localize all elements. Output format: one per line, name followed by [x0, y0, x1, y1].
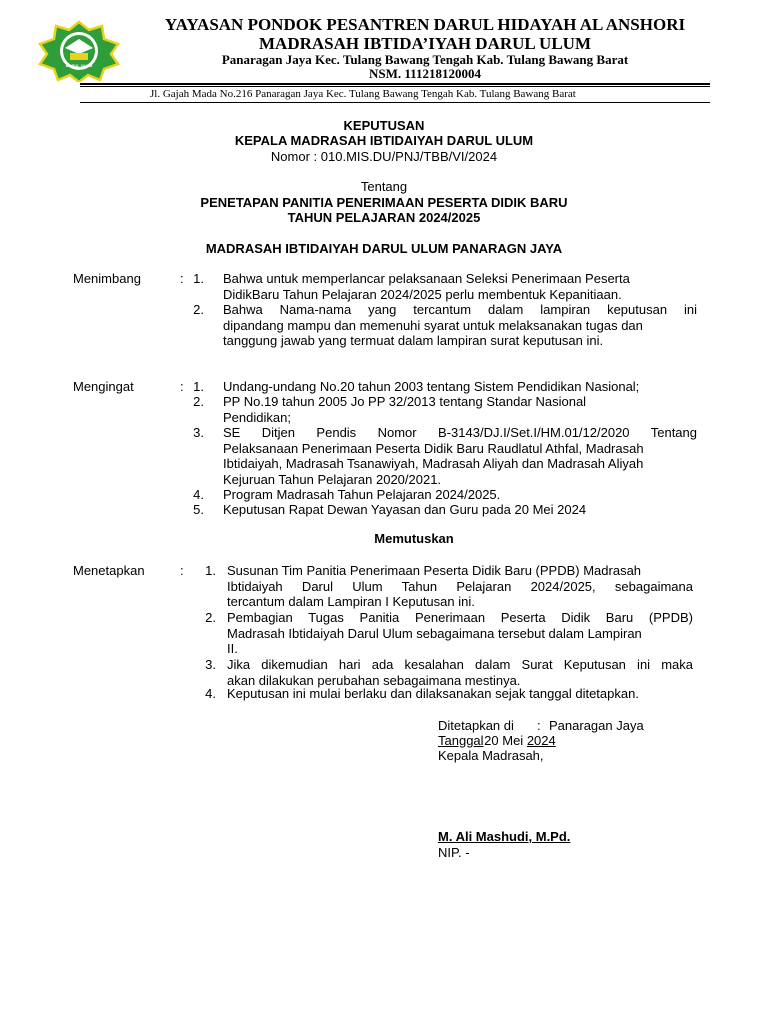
org-name: YAYASAN PONDOK PESANTREN DARUL HIDAYAH AL ANSHORI	[164, 15, 686, 34]
menetapkan-item-2	[227, 610, 693, 657]
school-location: Panaragan Jaya Kec. Tulang Bawang Tengah Kab. Tulang Bawang Barat	[221, 52, 629, 67]
menimbang-num-2: 2.	[193, 302, 204, 317]
subject-line-1: PENETAPAN PANITIA PENERIMAAN PESERTA DIDIK BARU	[200, 195, 568, 210]
school-nsm: NSM. 111218120004	[369, 66, 481, 81]
ditetapkan-label: Ditetapkan di	[438, 718, 514, 733]
text-line: Pembagian Tugas Panitia Penerimaan Peserta Didik Baru (PPDB)	[227, 610, 693, 625]
text-line: Bahwa untuk memperlancar pelaksanaan Seleksi Penerimaan Peserta	[223, 271, 630, 286]
menetapkan-num-1: 1.	[205, 563, 216, 578]
menetapkan-num-4: 4.	[205, 686, 216, 701]
header-rule-thick	[80, 83, 710, 85]
school-address: Jl. Gajah Mada No.216 Panaragan Jaya Kec. Tulang Bawang Tengah Kab. Tulang Bawang Barat	[150, 88, 576, 100]
tentang-label: Tentang	[360, 179, 408, 194]
menetapkan-item-1	[227, 563, 693, 610]
text-line: Undang-undang No.20 tahun 2003 tentang Sistem Pendidikan Nasional;	[223, 379, 640, 394]
menetapkan-label: Menetapkan	[73, 563, 145, 578]
mengingat-num-4: 4.	[193, 487, 204, 502]
school-logo	[34, 20, 124, 82]
mengingat-num-3: 3.	[193, 425, 204, 440]
menetapkan-item-3	[227, 657, 693, 688]
tanggal-year: 2024	[526, 733, 556, 748]
mengingat-label: Mengingat	[73, 379, 134, 394]
signer-position: Kepala Madrasah,	[438, 748, 544, 763]
mengingat-num-1: 1.	[193, 379, 204, 394]
menimbang-label: Menimbang	[73, 271, 141, 286]
text-line: akan dilakukan perubahan sebagaimana mestinya.	[227, 672, 521, 688]
mengingat-item-4	[223, 487, 697, 503]
issuer: KEPALA MADRASAH IBTIDAIYAH DARUL ULUM	[234, 133, 534, 148]
text-line: Madrasah Ibtidaiyah Darul Ulum sebagaimana tersebut dalam Lampiran	[227, 625, 642, 641]
address-rule	[80, 102, 710, 103]
text-line: Pelaksanaan Penerimaan Peserta Didik Baru Raudlatul Athfal, Madrasah	[223, 440, 644, 456]
text-line: Ibtidaiyah, Madrasah Tsanawiyah, Madrasah Aliyah dan Madrasah Aliyah	[223, 456, 644, 471]
text-line: Ibtidaiyah Darul Ulum Tahun Pelajaran 2024/2025, sebagaimana	[227, 578, 693, 594]
menetapkan-item-4	[227, 686, 693, 702]
mengingat-colon: :	[180, 379, 184, 394]
signer-name: M. Ali Mashudi, M.Pd.	[438, 829, 571, 844]
text-line: Keputusan ini mulai berlaku dan dilaksanakan sejak tanggal ditetapkan.	[227, 686, 639, 701]
text-line: Pendidikan;	[223, 409, 291, 425]
mengingat-num-5: 5.	[193, 502, 204, 517]
document-heading: KEPUTUSAN	[343, 118, 425, 133]
tanggal-label: Tanggal	[438, 733, 484, 748]
text-line: dipandang mampu dan memenuhi syarat untuk melaksanakan tugas dan	[223, 317, 643, 333]
text-line: tercantum dalam Lampiran I Keputusan ini.	[227, 594, 475, 609]
text-line: Keputusan Rapat Dewan Yayasan dan Guru pada 20 Mei 2024	[223, 502, 587, 517]
menimbang-num-1: 1.	[193, 271, 204, 286]
text-line: Program Madrasah Tahun Pelajaran 2024/2025.	[223, 487, 501, 502]
text-line: Bahwa Nama-nama yang tercantum dalam lampiran keputusan ini	[223, 302, 697, 317]
text-line: tanggung jawab yang termuat dalam lampiran surat keputusan ini.	[223, 333, 604, 348]
madrasah-name: MADRASAH IBTIDAIYAH DARUL ULUM PANARAGN JAYA	[205, 241, 563, 256]
tanggal-day-month: 20 Mei	[484, 733, 524, 748]
text-line: SE Ditjen Pendis Nomor B-3143/DJ.I/Set.I/HM.01/12/2020 Tentang	[223, 425, 697, 440]
signer-nip: NIP. -	[438, 845, 470, 860]
text-line: Jika dikemudian hari ada kesalahan dalam Surat Keputusan ini maka	[227, 657, 693, 672]
menimbang-item-2	[223, 302, 697, 349]
mengingat-item-3	[223, 425, 697, 487]
mengingat-num-2: 2.	[193, 394, 204, 409]
menetapkan-num-2: 2.	[205, 610, 216, 625]
memutuskan-heading: Memutuskan	[374, 531, 454, 546]
menetapkan-colon: :	[180, 563, 184, 578]
text-line: Kejuruan Tahun Pelajaran 2020/2021.	[223, 471, 442, 487]
logo-caption: DARUL ULUM	[65, 63, 93, 68]
menetapkan-num-3: 3.	[205, 657, 216, 672]
menimbang-item-1	[223, 271, 697, 302]
menimbang-colon: :	[180, 271, 184, 286]
mengingat-item-2	[223, 394, 623, 425]
ditetapkan-separator: :	[537, 718, 541, 733]
school-name: MADRASAH IBTIDA’IYAH DARUL ULUM	[259, 34, 591, 53]
header-rule-thin	[80, 86, 710, 87]
text-line: PP No.19 tahun 2005 Jo PP 32/2013 tentang Standar Nasional	[223, 394, 587, 409]
ditetapkan-place: Panaragan Jaya	[549, 718, 644, 733]
mengingat-item-1	[223, 379, 697, 395]
text-line: II.	[227, 641, 238, 656]
mengingat-item-5	[223, 502, 697, 518]
text-line: DidikBaru Tahun Pelajaran 2024/2025 perlu membentuk Kepanitiaan.	[223, 286, 622, 302]
tanggal-line	[438, 733, 556, 749]
subject-line-2: TAHUN PELAJARAN 2024/2025	[287, 210, 481, 225]
text-line: Susunan Tim Panitia Penerimaan Peserta Didik Baru (PPDB) Madrasah	[227, 563, 642, 578]
document-number: Nomor : 010.MIS.DU/PNJ/TBB/VI/2024	[270, 149, 498, 164]
